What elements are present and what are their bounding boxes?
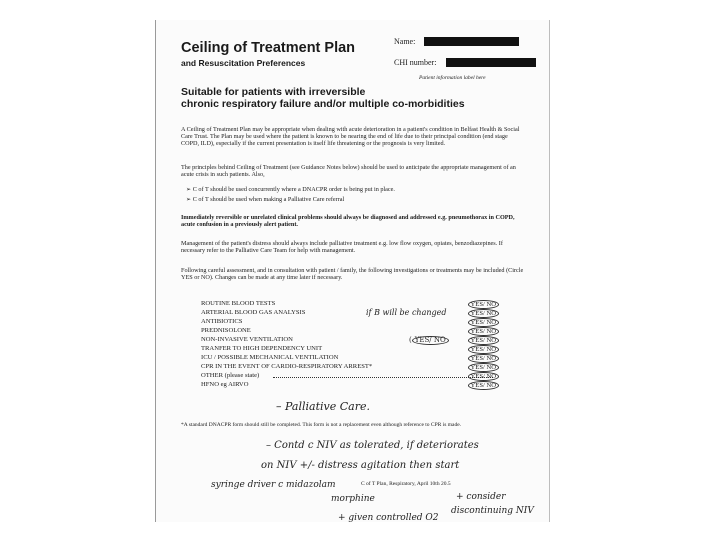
treatment-row: TRANFER TO HIGH DEPENDENCY UNIT YES/ NO xyxy=(201,345,511,354)
abg-handwritten-note: if B will be changed xyxy=(366,308,447,317)
arrow-icon: ➢ xyxy=(186,196,193,203)
handwritten-line-2: on NIV +/- distress agitation then start xyxy=(261,460,460,471)
niv-handwritten-yes[interactable]: YES/ NO xyxy=(412,336,449,345)
yes-no-choice[interactable]: YES/ NO xyxy=(468,318,499,327)
redacted-name xyxy=(424,37,519,46)
treatment-row: ANTIBIOTICS YES/ NO xyxy=(201,318,511,327)
chi-label: CHI number: xyxy=(394,58,437,67)
page-subtitle: and Resuscitation Preferences xyxy=(181,58,306,68)
intro-paragraph: A Ceiling of Treatment Plan may be appropriate when dealing with acute deterioration in a patient's condition in Belfast Health & Social Care Trust. The Plan may be used where the patient is known to be nearing the end of life due to their principal condition (end stage COPD, ILD), especially if the current presentation is itself life threatening or the prognosis is very limited. xyxy=(181,126,520,148)
treatment-row: ICU / POSSIBLE MECHANICAL VENTILATION YES/ NO xyxy=(201,354,511,363)
handwritten-line-7: + given controlled O2 xyxy=(338,513,439,522)
redacted-chi xyxy=(446,58,536,67)
handwritten-line-5: morphine xyxy=(331,494,375,504)
palliative-care-handwritten: – Palliative Care. xyxy=(276,400,370,413)
name-label: Name: xyxy=(394,37,416,46)
patient-id-box xyxy=(394,33,544,85)
principles-paragraph: The principles behind Ceiling of Treatment (see Guidance Notes below) should be used to anticipate the appropriate management of an acute crisis in such patients. Also, xyxy=(181,164,516,179)
form-credit: C of T Plan, Respiratory, April 10th 20.5 xyxy=(361,481,451,487)
bullet-palliative: ➢ C of T should be used when making a Palliative Care referral xyxy=(186,196,345,203)
treatment-row: ROUTINE BLOOD TESTS YES/ NO xyxy=(201,300,511,309)
other-dotted-line[interactable] xyxy=(273,377,493,378)
yes-no-choice[interactable]: YES/ NO xyxy=(468,345,499,354)
reversible-paragraph: Immediately reversible or unrelated clinical problems should always be diagnosed and addressed e.g. pneumothorax in COPD, acute confusion in a previously alert patient. xyxy=(181,214,515,229)
management-paragraph: Management of the patient's distress should always include palliative treatment e.g. low flow oxygen, opiates, benzodiazepines. If necessary refer to the Palliative Care Team for help with management. xyxy=(181,240,503,255)
page-title: Ceiling of Treatment Plan xyxy=(181,40,356,56)
yes-no-choice[interactable]: YES/ NO xyxy=(468,327,499,336)
suitability-line-1: Suitable for patients with irreversible xyxy=(181,86,366,98)
yes-no-choice[interactable]: YES/ NO xyxy=(468,363,499,372)
suitability-line-2: chronic respiratory failure and/or multiple co-morbidities xyxy=(181,98,465,110)
document-page xyxy=(155,20,550,522)
yes-no-choice[interactable]: YES/ NO xyxy=(468,372,499,381)
patient-label-note: Patient information label here xyxy=(419,75,486,81)
treatment-row: CPR IN THE EVENT OF CARDIO-RESPIRATORY ARREST* YES/ NO xyxy=(201,363,511,372)
handwritten-line-1: – Contd c NIV as tolerated, if deteriorates xyxy=(266,440,479,451)
bullet-dnacpr: ➢ C of T should be used concurrently where a DNACPR order is being put in place. xyxy=(186,186,395,193)
yes-no-choice[interactable]: YES/ NO xyxy=(468,354,499,363)
handwritten-line-6: discontinuing NIV xyxy=(451,506,534,516)
yes-no-choice[interactable]: YES/ NO xyxy=(468,300,499,309)
treatment-row: PREDNISOLONE YES/ NO xyxy=(201,327,511,336)
handwritten-line-4: + consider xyxy=(456,492,506,502)
arrow-icon: ➢ xyxy=(186,186,193,193)
following-paragraph: Following careful assessment, and in consultation with patient / family, the following investigations or treatments may be included (Circle YES or NO). Changes can be made at any time later if necessary. xyxy=(181,267,524,282)
yes-no-choice[interactable]: YES/ NO xyxy=(468,381,499,390)
treatment-row: HFNO eg AIRVO YES/ NO xyxy=(201,381,511,390)
treatment-row: NON-INVASIVE VENTILATION ( YES/ NO YES/ NO xyxy=(201,336,511,345)
yes-no-choice[interactable]: YES/ NO xyxy=(468,336,499,345)
dnacpr-footnote: *A standard DNACPR form should still be completed. This form is not a replacement even although reference to CPR is made. xyxy=(181,422,462,428)
handwritten-line-3: syringe driver c midazolam xyxy=(211,480,336,490)
treatment-row: OTHER (please state) YES/ NO xyxy=(201,372,511,381)
yes-no-choice[interactable]: YES/ NO xyxy=(468,309,499,318)
treatment-row: ARTERIAL BLOOD GAS ANALYSIS if B will be changed YES/ NO xyxy=(201,309,511,318)
